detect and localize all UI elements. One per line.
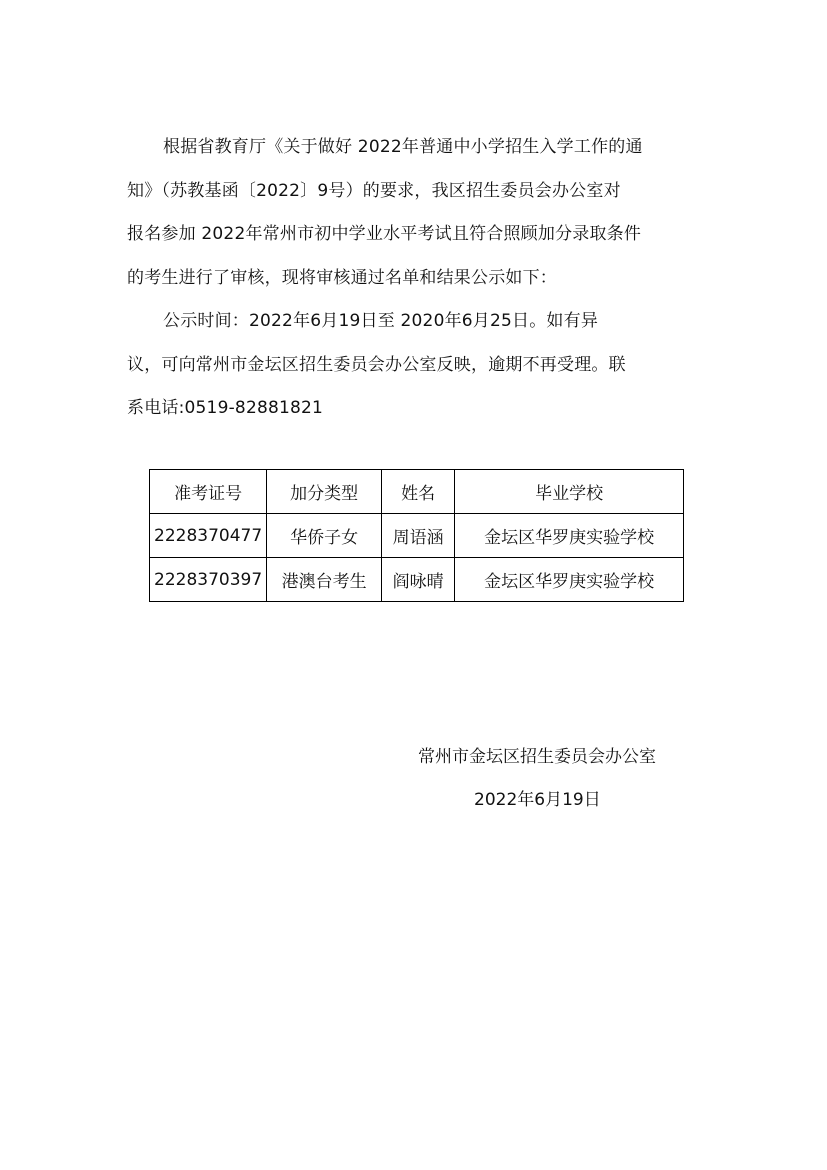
header-name: 姓名: [382, 470, 455, 514]
paragraph-1-line-4: 的考生进行了审核，现将审核通过名单和结果公示如下：: [127, 267, 557, 288]
paragraph-1-line-2: 知》（苏教基函〔2022〕9号）的要求，我区招生委员会办公室对: [127, 180, 621, 201]
paragraph-1-line-1: 根据省教育厅《关于做好 2022年普通中小学招生入学工作的通: [163, 137, 643, 157]
paragraph-2-line-1: 公示时间：2022年6月19日至 2020年6月25日。如有异: [163, 311, 599, 331]
cell-exam-number: 2228370477: [150, 514, 267, 558]
table-row: [150, 514, 684, 558]
approved-list-table: [149, 469, 684, 602]
cell-name: 周语涵: [382, 514, 455, 558]
header-school: 毕业学校: [455, 470, 684, 514]
paragraph-1-line-3: 报名参加 2022年常州市初中学业水平考试且符合照顾加分录取条件: [127, 224, 642, 244]
cell-school: 金坛区华罗庚实验学校: [455, 514, 684, 558]
notice-body: [127, 126, 695, 431]
cell-exam-number: 2228370397: [150, 558, 267, 602]
paragraph-2-line-2: 议，可向常州市金坛区招生委员会办公室反映，逾期不再受理。联: [127, 354, 626, 375]
signature-organization: 常州市金坛区招生委员会办公室: [418, 747, 656, 767]
cell-bonus-type: 港澳台考生: [267, 558, 382, 602]
table-header-row: [150, 470, 684, 514]
cell-name: 阎咏晴: [382, 558, 455, 602]
cell-bonus-type: 华侨子女: [267, 514, 382, 558]
cell-school: 金坛区华罗庚实验学校: [455, 558, 684, 602]
paragraph-2-line-3: 系电话:0519-82881821: [127, 398, 324, 418]
signature-date: 2022年6月19日: [474, 790, 601, 810]
signature-block: [418, 736, 708, 822]
header-exam-number: 准考证号: [150, 470, 267, 514]
table-row: [150, 558, 684, 602]
header-bonus-type: 加分类型: [267, 470, 382, 514]
